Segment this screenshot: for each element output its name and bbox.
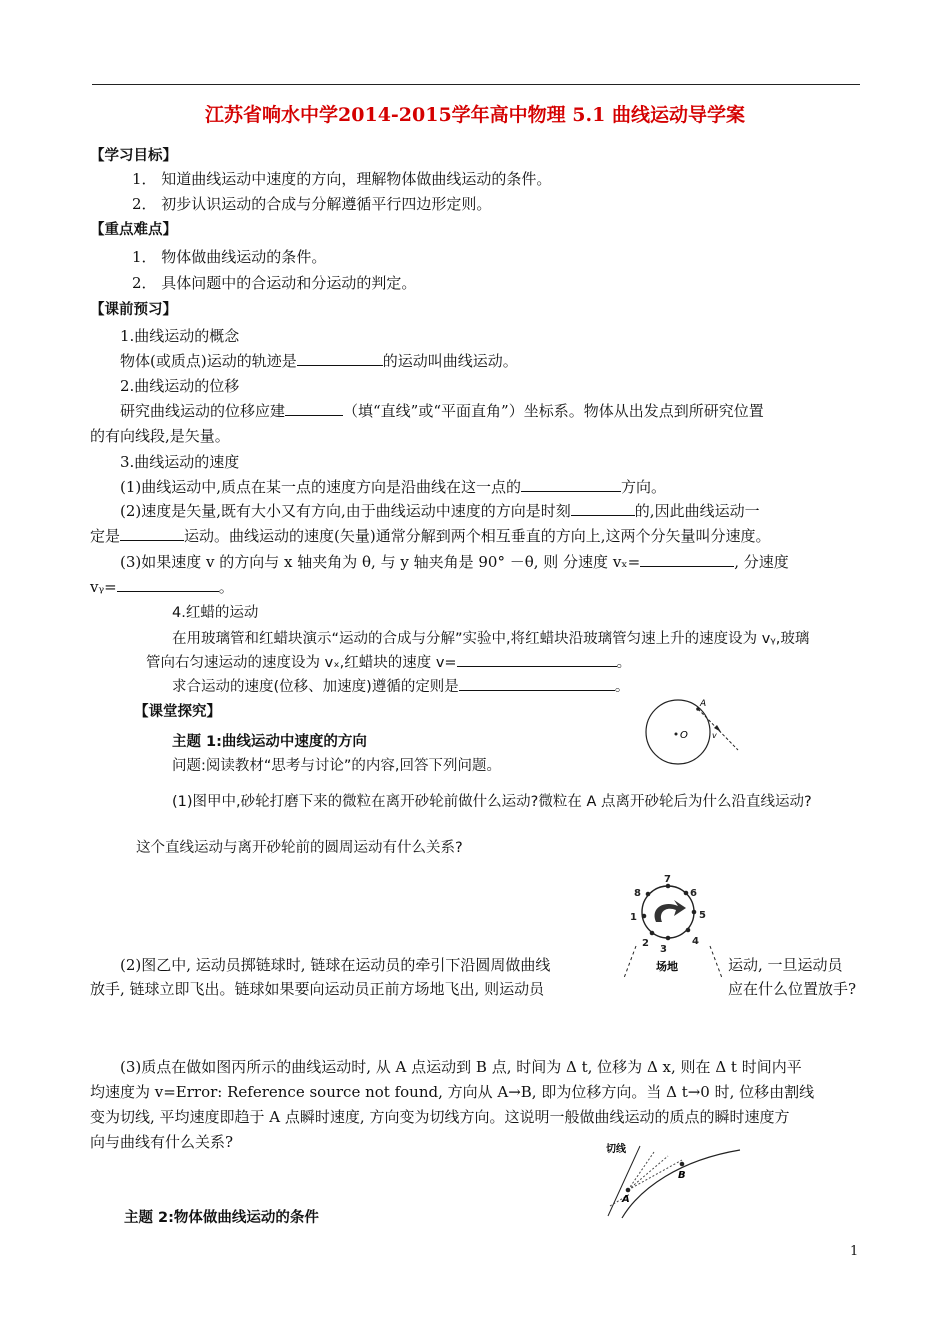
question-2c: 放手, 链球立即飞出。链球如果要向运动员正前方场地飞出, 则运动员	[90, 980, 545, 998]
text: 研究曲线运动的位移应建	[120, 402, 286, 420]
tangent-label: 切线	[606, 1144, 626, 1155]
text: 的,因此曲线运动一	[634, 502, 760, 520]
preview-p4-a: 在用玻璃管和红蜡块演示“运动的合成与分解”实验中,将红蜡块沿玻璃管匀速上升的速度设为 vᵧ,玻璃	[172, 631, 810, 647]
position-number: 5	[699, 910, 706, 921]
position-number: 3	[660, 944, 667, 955]
topic-2: 主题 2:物体做曲线运动的条件	[124, 1210, 319, 1226]
question-3b: 均速度为 v=Error: Reference source not found, 方向从 A→B, 即为位移方向。当 Δ t→0 时, 位移由割线	[90, 1083, 815, 1101]
point-a-label: A	[622, 1194, 630, 1205]
topic-1: 主题 1:曲线运动中速度的方向	[172, 734, 367, 750]
question-2a: (2)图乙中, 运动员掷链球时, 链球在运动员的牵引下沿圆周做曲线	[120, 956, 551, 974]
preview-p3-2-cont	[90, 525, 771, 546]
center-label: O	[680, 730, 688, 741]
question-1: (1)图甲中,砂轮打磨下来的微粒在离开砂轮前做什么运动?微粒在 A 点离开砂轮后为什么沿直线运动?	[172, 794, 812, 810]
preview-p1-title: 1.曲线运动的概念	[120, 327, 240, 345]
position-number: 8	[634, 888, 641, 899]
position-number: 2	[642, 938, 649, 949]
question-3d: 向与曲线有什么关系?	[90, 1133, 234, 1151]
point-a-label: A	[700, 699, 707, 709]
question-intro: 问题:阅读教材“思考与讨论”的内容,回答下列问题。	[172, 758, 502, 774]
page-number: 1	[850, 1244, 859, 1259]
velocity-label: v	[712, 731, 717, 740]
preview-p3-3-cont	[90, 576, 234, 597]
preview-p2-title: 2.曲线运动的位移	[120, 377, 240, 395]
preview-p4-c	[172, 675, 629, 696]
answer-blank[interactable]	[640, 552, 734, 567]
answer-blank[interactable]	[297, 351, 383, 366]
preview-p4-b	[146, 651, 631, 672]
text: 运动。曲线运动的速度(矢量)通常分解到两个相互垂直的方向上,这两个分矢量叫分速度。	[184, 527, 771, 545]
preview-p3-2	[120, 500, 760, 521]
page-title: 江苏省响水中学2014-2015学年高中物理 5.1 曲线运动导学案	[205, 104, 745, 126]
position-number: 7	[664, 874, 671, 885]
explore-heading: 【课堂探究】	[134, 704, 221, 720]
answer-blank[interactable]	[120, 526, 184, 541]
answer-blank[interactable]	[457, 652, 617, 667]
text: , 分速度	[734, 553, 789, 571]
text: 。	[616, 655, 632, 671]
goal-item: 2． 初步认识运动的合成与分解遵循平行四边形定则。	[132, 195, 492, 213]
answer-blank[interactable]	[521, 477, 621, 492]
answer-blank[interactable]	[459, 676, 615, 691]
question-1b: 这个直线运动与离开砂轮前的圆周运动有什么关系?	[136, 840, 463, 856]
hammer-throw-figure	[616, 872, 724, 978]
text: (1)曲线运动中,质点在某一点的速度方向是沿曲线在这一点的	[120, 478, 522, 496]
answer-blank[interactable]	[285, 401, 343, 416]
text: 管向右匀速运动的速度设为 vₓ,红蜡块的速度 v=	[146, 655, 457, 671]
answer-blank[interactable]	[571, 501, 635, 516]
position-number: 4	[692, 936, 699, 947]
question-3c: 变为切线, 平均速度即趋于 A 点瞬时速度, 方向变为切线方向。这说明一般做曲线运动的质点的瞬时速度方	[90, 1108, 790, 1126]
question-2b: 运动, 一旦运动员	[728, 956, 843, 974]
position-number: 6	[690, 888, 697, 899]
text: 。	[614, 679, 630, 695]
preview-p3-1	[120, 476, 666, 497]
preview-heading: 【课前预习】	[90, 302, 177, 318]
preview-p2-cont: 的有向线段,是矢量。	[90, 427, 230, 445]
tangent-figure	[600, 1138, 750, 1224]
text: （填“直线”或“平面直角”）坐标系。物体从出发点到所研究位置	[343, 402, 764, 420]
goal-item: 1． 知道曲线运动中速度的方向，理解物体做曲线运动的条件。	[132, 170, 552, 188]
position-number: 1	[630, 912, 637, 923]
grinding-wheel-figure	[640, 694, 752, 770]
key-heading: 【重点难点】	[90, 222, 177, 238]
text: vᵧ=	[90, 578, 117, 596]
text: 方向。	[621, 478, 667, 496]
answer-blank[interactable]	[117, 577, 219, 592]
preview-p1-line	[120, 350, 518, 371]
question-3a: (3)质点在做如图丙所示的曲线运动时, 从 A 点运动到 B 点, 时间为 Δ t, 位移为 Δ x, 则在 Δ t 时间内平	[120, 1058, 802, 1076]
preview-p4-title: 4.红蜡的运动	[172, 605, 259, 621]
text: 求合运动的速度(位移、加速度)遵循的定则是	[172, 679, 459, 695]
question-2d: 应在什么位置放手?	[728, 980, 857, 998]
preview-p3-title: 3.曲线运动的速度	[120, 453, 240, 471]
key-item: 1． 物体做曲线运动的条件。	[132, 248, 327, 266]
text: 物体(或质点)运动的轨迹是	[120, 352, 297, 370]
preview-p3-3	[120, 551, 789, 572]
field-caption: 场地	[656, 960, 678, 973]
goals-heading: 【学习目标】	[90, 148, 177, 164]
point-b-label: B	[678, 1170, 686, 1181]
preview-p2-line	[120, 400, 764, 421]
text: 定是	[90, 527, 121, 545]
text: (2)速度是矢量,既有大小又有方向,由于曲线运动中速度的方向是时刻	[120, 502, 571, 520]
text: 的运动叫曲线运动。	[382, 352, 518, 370]
header-rule	[92, 84, 860, 85]
key-item: 2． 具体问题中的合运动和分运动的判定。	[132, 274, 417, 292]
text: 。	[218, 578, 234, 596]
text: (3)如果速度 v 的方向与 x 轴夹角为 θ, 与 y 轴夹角是 90° －θ, 则 分速度 vₓ=	[120, 553, 641, 571]
